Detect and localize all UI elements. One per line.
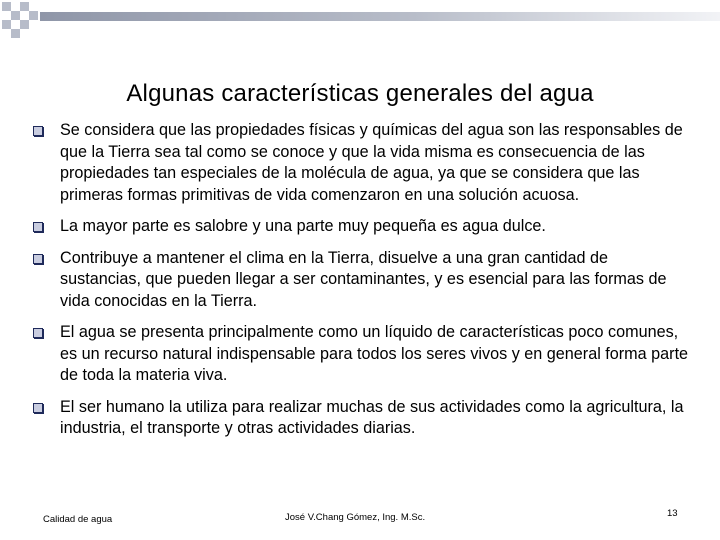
footer-author: José V.Chang Gómez, Ing. M.Sc.: [285, 512, 426, 523]
top-gradient-bar: [40, 12, 720, 21]
bullet-text: Se considera que las propiedades físicas y químicas del agua son las responsables de que la Tierra sea tal como se conoce y que la vida misma es consecuencia de las propiedades tan especiales de la molécula de agua, ya que se considera que las primeras formas primitivas de vida comenzaron en una solución acuosa.: [60, 121, 683, 204]
square-bullet-icon: [33, 328, 43, 338]
bullet-item: [33, 322, 693, 387]
square-bullet-icon: [33, 254, 43, 264]
bullet-item: [33, 397, 693, 440]
bullet-item: [33, 216, 693, 238]
square-bullet-icon: [33, 403, 43, 413]
bullet-list: [33, 120, 693, 450]
bullet-text: La mayor parte es salobre y una parte muy pequeña es agua dulce.: [60, 217, 546, 235]
bullet-text: Contribuye a mantener el clima en la Tierra, disuelve a una gran cantidad de sustancias, que pueden llegar a ser contaminantes, y es esencial para las formas de vida conocidas en la Tierra.: [60, 248, 667, 310]
square-bullet-icon: [33, 126, 43, 136]
footer-topic: Calidad de agua: [43, 514, 113, 525]
page-number: 13: [667, 508, 678, 519]
bullet-text: El agua se presenta principalmente como un líquido de características poco comunes, es un recurso natural indispensable para todos los seres vivos y en general forma parte de toda la materia viva.: [60, 323, 689, 384]
bullet-item: [33, 120, 693, 206]
slide-title: Algunas características generales del agua: [126, 80, 594, 108]
square-bullet-icon: [33, 222, 43, 232]
bullet-item: [33, 248, 693, 313]
bullet-text: El ser humano la utiliza para realizar muchas de sus actividades como la agricultura, la industria, el transporte y otras actividades diarias.: [60, 397, 684, 437]
